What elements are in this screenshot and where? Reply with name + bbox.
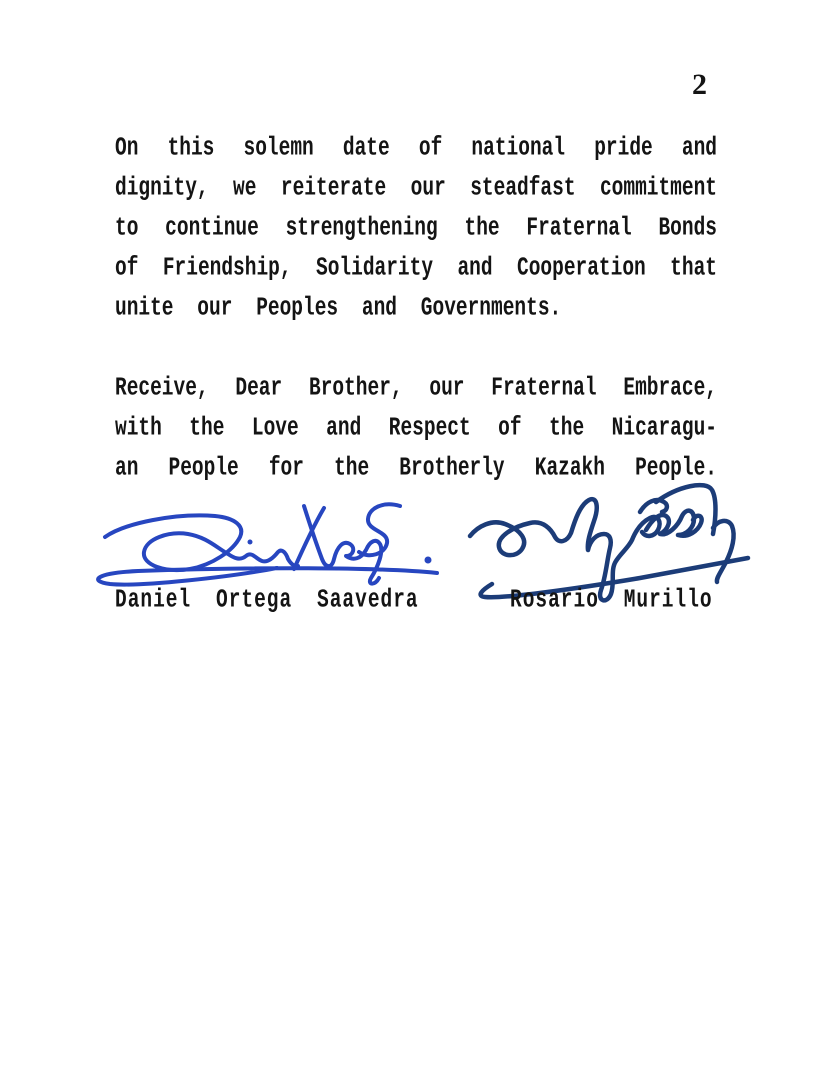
body-line: of Friendship, Solidarity and Cooperation that: [115, 253, 717, 283]
signature-i-dot: [248, 540, 253, 545]
signature-period-dot: [425, 557, 432, 564]
paragraph-2: [115, 368, 717, 488]
body-line: an People for the Brotherly Kazakh People.: [115, 453, 717, 483]
page-number: 2: [692, 68, 707, 101]
body-line: On this solemn date of national pride and: [115, 133, 717, 163]
signatory-name-daniel: Daniel Ortega Saavedra: [115, 585, 419, 615]
body-line: to continue strengthening the Fraternal Bonds: [115, 213, 717, 243]
letter-body: [115, 128, 717, 528]
body-line: unite our Peoples and Governments.: [115, 293, 562, 323]
body-line: dignity, we reiterate our steadfast commitment: [115, 173, 717, 203]
signatory-name-rosario: Rosario Murillo: [510, 585, 713, 615]
body-line: Receive, Dear Brother, our Fraternal Embrace,: [115, 373, 717, 403]
body-line: with the Love and Respect of the Nicaragu-: [115, 413, 717, 443]
paragraph-1: [115, 128, 717, 328]
signature-ink-strokes: [98, 504, 437, 584]
